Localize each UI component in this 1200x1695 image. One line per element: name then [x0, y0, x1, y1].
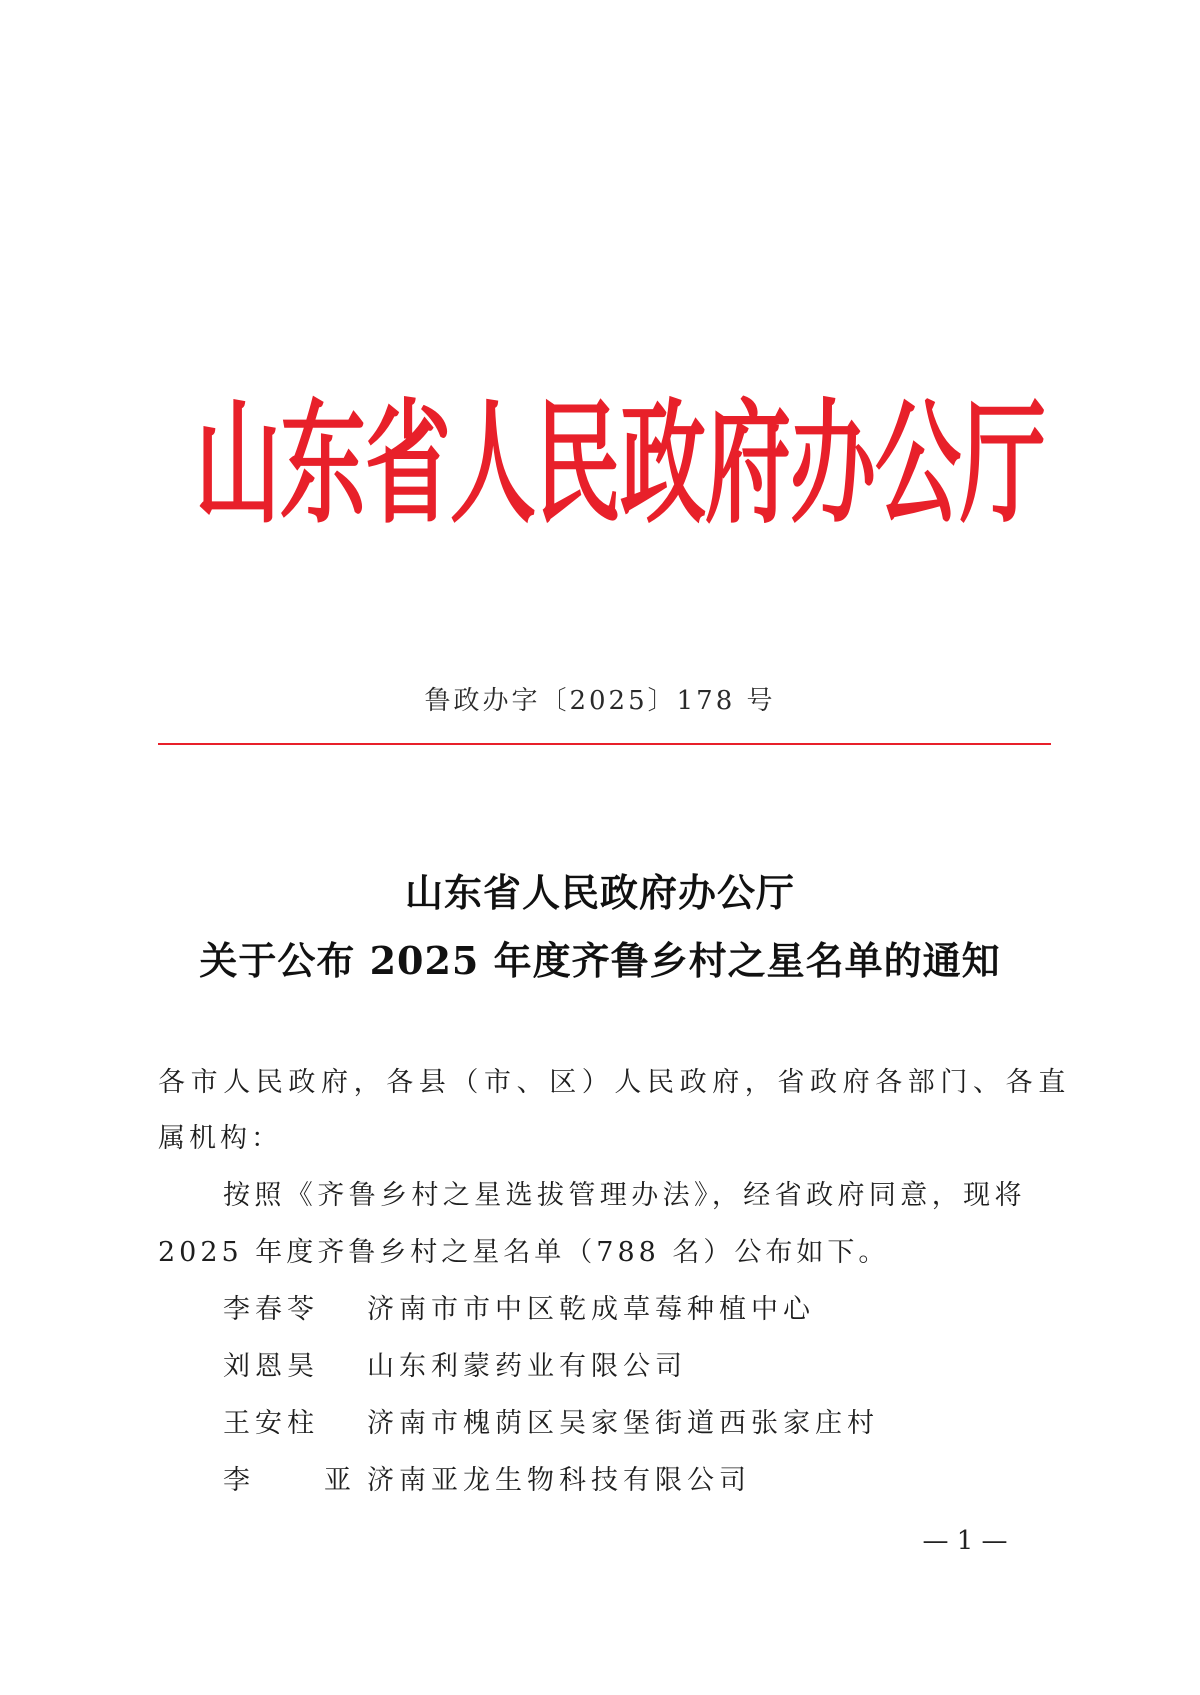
document-number: 鲁政办字〔2025〕178 号: [424, 686, 776, 716]
list-item: [223, 1287, 1023, 1344]
person-name: 李春苓: [223, 1294, 319, 1325]
issuer-masthead: 山东省人民政府办公厅: [195, 385, 1045, 543]
person-name: 刘恩昊: [223, 1351, 319, 1382]
paragraph-line-2: 2025 年度齐鲁乡村之星名单（788 名）公布如下。: [158, 1237, 890, 1268]
list-item: [223, 1401, 1023, 1458]
recipient-list: [223, 1287, 1023, 1515]
addressee-line-1: 各市人民政府，各县（市、区）人民政府，省政府各部门、各直: [158, 1067, 1071, 1098]
paragraph-line-1: 按照《齐鲁乡村之星选拔管理办法》，经省政府同意，现将: [223, 1180, 1026, 1211]
organization-name: 山东利蒙药业有限公司: [367, 1351, 687, 1382]
person-name: [223, 1458, 359, 1515]
list-item: [223, 1344, 1023, 1401]
document-title-line-2: 关于公布 2025 年度齐鲁乡村之星名单的通知: [199, 938, 1001, 983]
organization-name: 济南亚龙生物科技有限公司: [367, 1465, 751, 1496]
page-number: — 1 —: [922, 1526, 1008, 1556]
person-name: 王安柱: [223, 1408, 319, 1439]
red-divider-line: [158, 743, 1051, 745]
list-item: [223, 1458, 1023, 1515]
organization-name: 济南市市中区乾成草莓种植中心: [367, 1294, 815, 1325]
addressee-line-2: 属机构：: [158, 1123, 282, 1154]
organization-name: 济南市槐荫区吴家堡街道西张家庄村: [367, 1408, 879, 1439]
person-name-part: 李: [223, 1465, 250, 1496]
document-title-line-1: 山东省人民政府办公厅: [404, 870, 795, 915]
person-name-part: 亚: [324, 1465, 351, 1496]
